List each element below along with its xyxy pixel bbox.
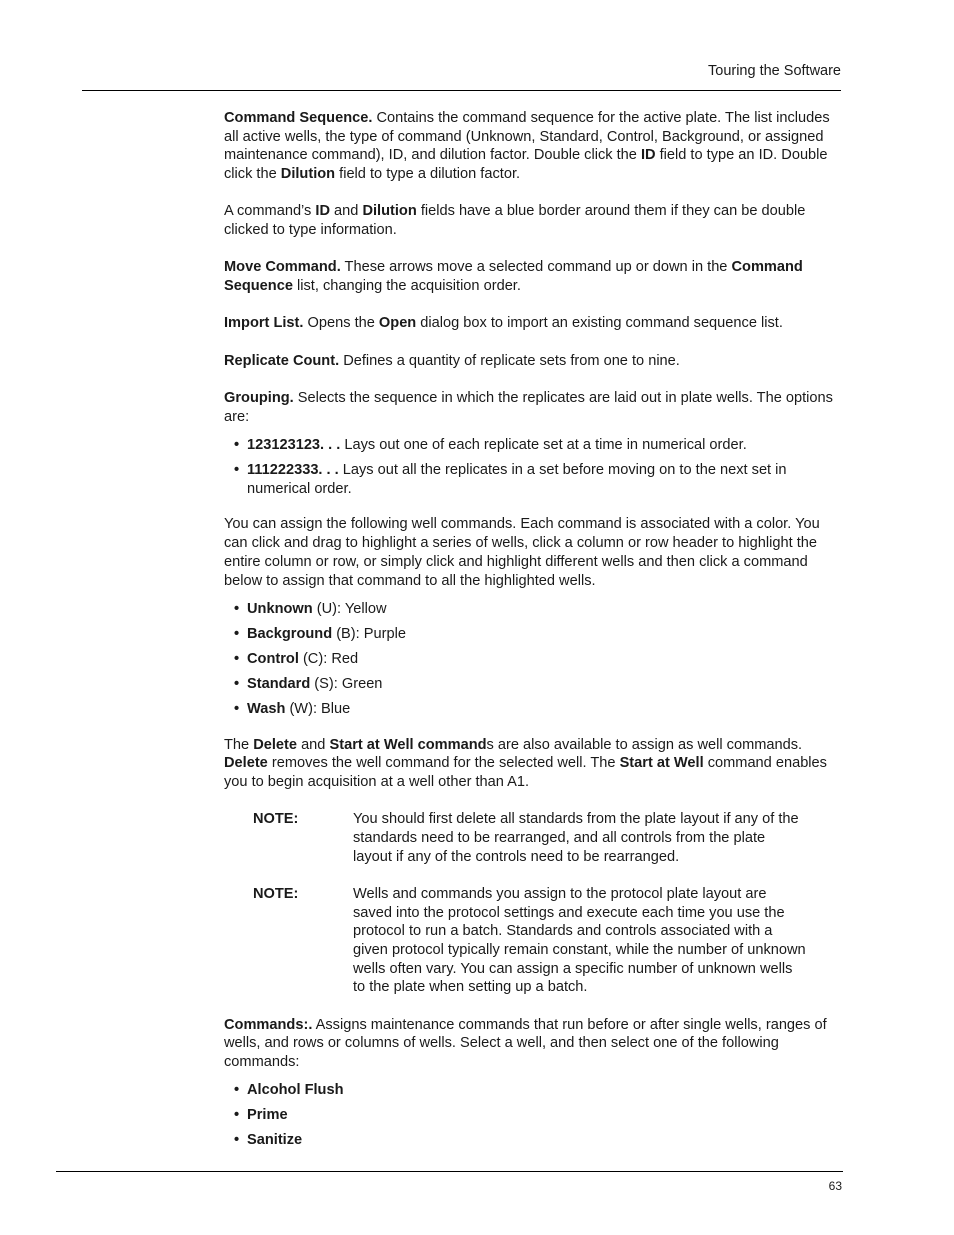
paragraph-text: dialog box to import an existing command sequence list. [416, 315, 783, 332]
list-item-term: Unknown [247, 600, 313, 617]
list-item-text: (U): Yellow [312, 600, 387, 617]
list-item [224, 1081, 844, 1100]
list-item [224, 1106, 844, 1125]
list-item [224, 600, 844, 619]
list-item [224, 436, 844, 455]
term-start-at-well: Start at Well command [329, 736, 487, 753]
note-block [253, 885, 844, 997]
paragraph-import-list [224, 314, 844, 333]
paragraph-text: Contains the command sequence for the active plate. The list includes all active wells, the type of command (Unknown, Standard, Control, Background, or assigned maintenance command), ID, and dilution factor. Double click the [224, 110, 830, 164]
note-block [253, 810, 844, 866]
paragraph-text: list, changing the acquisition order. [292, 278, 521, 295]
term-move-command: Move Command. [224, 259, 341, 276]
paragraph-text: field to type an ID. Double click the [224, 147, 828, 183]
list-item-text: Lays out one of each replicate set at a time in numerical order. [340, 437, 747, 453]
bullet-icon: • [234, 675, 240, 692]
paragraph-text: The [224, 736, 254, 753]
page-number: 63 [828, 1179, 842, 1193]
bullet-icon: • [234, 437, 240, 453]
paragraph-blue-border [224, 202, 844, 239]
bullet-icon: • [234, 1132, 240, 1149]
list-item [224, 625, 844, 644]
list-item-term: Background [247, 625, 333, 642]
paragraph-text: command enables you to begin acquisition at a well other than A1. [224, 755, 827, 790]
term-id: ID [640, 147, 656, 164]
term-import-list: Import List. [224, 315, 304, 332]
paragraph-text: removes the well command for the selected well. The [267, 755, 620, 772]
paragraph-text: Opens the [303, 315, 379, 332]
bullet-icon: • [234, 700, 240, 717]
paragraph-text: fields have a blue border around them if they can be double clicked to type information. [224, 203, 806, 239]
paragraph-text: Assigns maintenance commands that run before or after single wells, ranges of wells, and rows or columns of wells. Select a well, and then select one of the following commands: [224, 1016, 827, 1071]
term-commands: Commands:. [224, 1016, 313, 1033]
list-item [224, 675, 844, 694]
header-rule [82, 90, 841, 91]
list-item-term: Prime [247, 1107, 288, 1124]
term-delete: Delete [224, 755, 268, 772]
bullet-icon: • [234, 650, 240, 667]
maintenance-commands-list [224, 1081, 844, 1150]
term-delete: Delete [253, 736, 298, 753]
footer-rule [56, 1171, 843, 1172]
list-item-term: Alcohol Flush [247, 1082, 344, 1099]
paragraph-text: and [297, 736, 330, 753]
bullet-icon: • [234, 1107, 240, 1124]
paragraph-command-sequence [224, 109, 844, 184]
page-content [224, 109, 844, 1167]
term-start-at-well: Start at Well [619, 755, 704, 772]
paragraph-text: s are also available to assign as well commands. [486, 736, 803, 753]
paragraph-text: A command’s [224, 203, 316, 220]
paragraph-assign-intro [224, 515, 844, 590]
list-item-text: (S): Green [310, 675, 383, 692]
list-item-term: Sanitize [247, 1132, 303, 1149]
note-text: You should first delete all standards from the plate layout if any of the standards need to be rearranged, and all controls from the plate layout if any of the controls need to be rearranged. [353, 811, 799, 865]
term-id: ID [315, 203, 330, 220]
list-item [224, 650, 844, 669]
grouping-options-list [224, 436, 844, 498]
bullet-icon: • [234, 625, 240, 642]
bullet-icon: • [234, 1082, 240, 1099]
running-header-title: Touring the Software [708, 63, 841, 79]
list-item-text: (B): Purple [332, 625, 406, 642]
list-item-text: (W): Blue [285, 700, 351, 717]
paragraph-move-command [224, 258, 844, 295]
term-command-sequence: Command Sequence [224, 259, 803, 295]
bullet-icon: • [234, 462, 240, 478]
term-open: Open [378, 315, 417, 332]
list-item-term: Standard [247, 675, 311, 692]
list-item [224, 700, 844, 719]
term-dilution: Dilution [280, 166, 336, 183]
list-item [224, 461, 844, 498]
paragraph-text: Defines a quantity of replicate sets from one to nine. [339, 352, 680, 369]
list-item-text: Lays out all the replicates in a set before moving on to the next set in numerical order. [247, 462, 787, 497]
term-dilution: Dilution [362, 203, 417, 220]
well-commands-list [224, 600, 844, 719]
note-label: NOTE: [253, 811, 299, 828]
list-item-term: 123123123. . . [247, 437, 341, 453]
paragraph-text: Selects the sequence in which the replicates are laid out in plate wells. The options are: [224, 390, 833, 425]
list-item [224, 1131, 844, 1150]
term-command-sequence: Command Sequence. [224, 110, 373, 126]
paragraph-replicate-count [224, 352, 844, 371]
list-item-term: Wash [247, 700, 286, 717]
bullet-icon: • [234, 600, 240, 617]
term-replicate-count: Replicate Count. [224, 352, 340, 369]
paragraph-grouping [224, 389, 844, 426]
paragraph-text: These arrows move a selected command up or down in the [340, 259, 732, 276]
paragraph-commands [224, 1016, 844, 1072]
paragraph-text: field to type a dilution factor. [335, 166, 521, 183]
paragraph-text: and [329, 203, 363, 220]
paragraph-text: You can assign the following well commands. Each command is associated with a color. You can click and drag to highlight a series of wells, click a column or row header to highlight the entire column or row, or simply click and highlight different wells and then click a command below to assign that command to all the highlighted wells. [224, 516, 820, 589]
list-item-term: 111222333. . . [247, 462, 339, 478]
note-text: Wells and commands you assign to the protocol plate layout are saved into the protocol settings and execute each time you use the protocol to run a batch. Standards and controls associated with a given protocol typically remain constant, while the number of unknown wells often vary. You can assign a specific number of unknown wells to the plate when setting up a batch. [353, 885, 806, 996]
paragraph-delete-start [224, 736, 844, 792]
list-item-text: (C): Red [298, 650, 359, 667]
note-label: NOTE: [253, 885, 299, 902]
list-item-term: Control [247, 650, 299, 667]
term-grouping: Grouping. [224, 390, 294, 406]
